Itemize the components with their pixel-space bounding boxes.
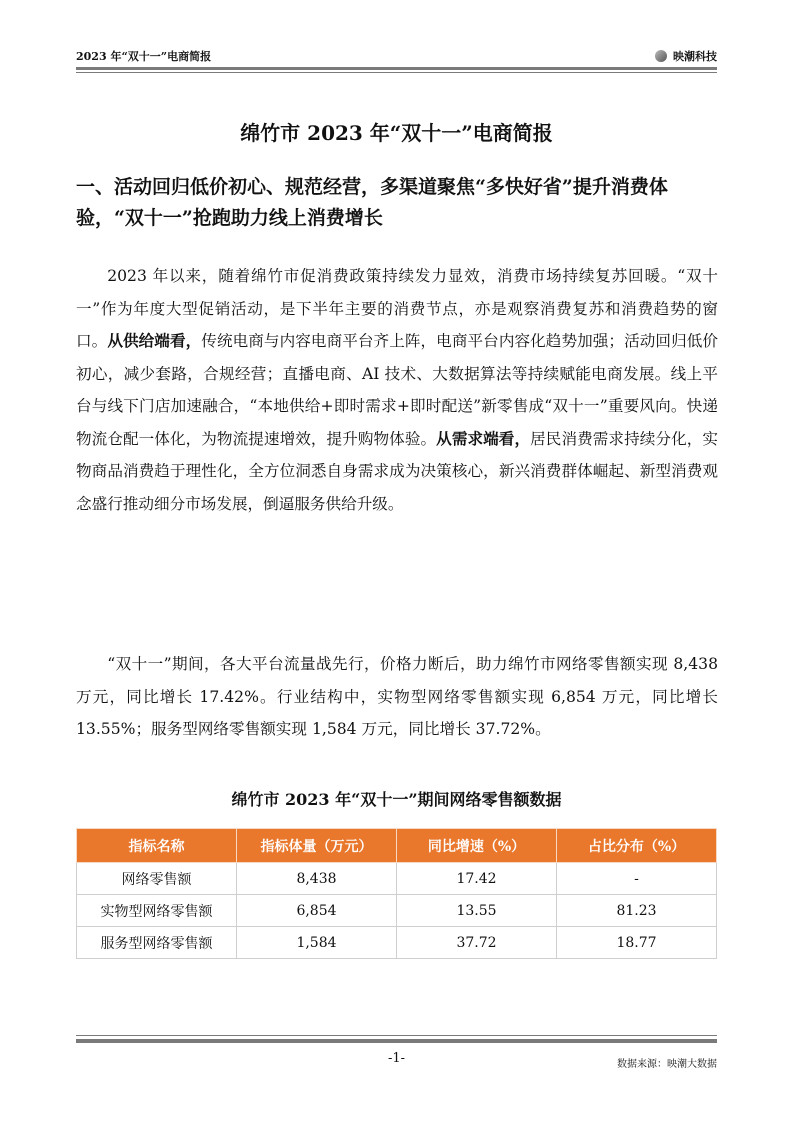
paragraph-1-text-b: 传统电商与内容电商平台齐上阵，电商平台内容化趋势加强；活动回归低价初心，减少套路，合规经营；直播电商、AI 技术、大数据算法等持续赋能电商发展。线上平台与线下门店加速融合，“本地供给+即时需求+即时配送”新零售成“双十一”重要风向。快递物流仓配一体化，为物流提速增效，提升购物体验。 [76, 332, 718, 448]
data-source-note: 数据来源：映潮大数据 [617, 1059, 717, 1070]
document-title: 绵竹市 2023 年“双十一”电商简报 [240, 121, 553, 145]
paragraph-1-text-c: 居民消费需求持续分化，实物商品消费趋于理性化，全方位洞悉自身需求成为决策核心，新兴消费群体崛起、新型消费观念盛行推动细分市场发展，倒逼服务供给升级。 [76, 429, 718, 513]
column-header: 指标名称 [77, 829, 237, 863]
table-cell: 服务型网络零售额 [77, 927, 237, 959]
footer-divider [76, 1039, 717, 1043]
table-row [77, 863, 717, 895]
brand-name: 映潮科技 [673, 50, 717, 63]
table-cell: 实物型网络零售额 [77, 895, 237, 927]
table-cell: 37.72 [397, 927, 557, 959]
header-brand [655, 48, 717, 64]
column-header: 同比增速（%） [397, 829, 557, 863]
table-cell: 17.42 [397, 863, 557, 895]
page-number: -1- [387, 1051, 406, 1066]
brand-logo-icon [655, 50, 667, 62]
paragraph-2: “双十一”期间，各大平台流量战先行，价格力断后，助力绵竹市网络零售额实现 8,438 万元，同比增长 17.42%。行业结构中，实物型网络零售额实现 6,854 万元，同比增长 13.55%；服务型网络零售额实现 1,584 万元，同比增长 37.72%。 [76, 655, 718, 738]
header-title: 2023 年“双十一”电商简报 [76, 50, 212, 63]
table-cell: 6,854 [237, 895, 397, 927]
table-cell: 13.55 [397, 895, 557, 927]
paragraph-1-bold-b: 从需求端看， [436, 428, 531, 448]
paragraph-1-text-a: 2023 年以来，随着绵竹市促消费政策持续发力显效，消费市场持续复苏回暖。“双十一”作为年度大型促销活动，是下半年主要的消费节点，亦是观察消费复苏和消费趋势的窗口。 [76, 267, 718, 350]
table-cell: 18.77 [557, 927, 717, 959]
table-row [77, 895, 717, 927]
table-cell: 81.23 [557, 895, 717, 927]
page-header [76, 44, 717, 66]
column-header: 指标体量（万元） [237, 829, 397, 863]
retail-data-table [76, 828, 717, 959]
table-title: 绵竹市 2023 年“双十一”期间网络零售额数据 [231, 790, 562, 809]
paragraph-1-bold-a: 从供给端看， [107, 331, 202, 350]
table-header-row [77, 829, 717, 863]
table-cell: 8,438 [237, 863, 397, 895]
table-cell: - [557, 863, 717, 895]
header-divider-thin [76, 72, 717, 73]
table-cell: 1,584 [237, 927, 397, 959]
paragraph-1 [76, 260, 718, 520]
column-header: 占比分布（%） [557, 829, 717, 863]
header-divider [76, 67, 717, 70]
table-row [77, 927, 717, 959]
footer-divider-thin [76, 1035, 717, 1036]
table-cell: 网络零售额 [77, 863, 237, 895]
section-heading: 一、活动回归低价初心、规范经营，多渠道聚焦“多快好省”提升消费体验，“双十一”抢跑助力线上消费增长 [76, 176, 668, 229]
